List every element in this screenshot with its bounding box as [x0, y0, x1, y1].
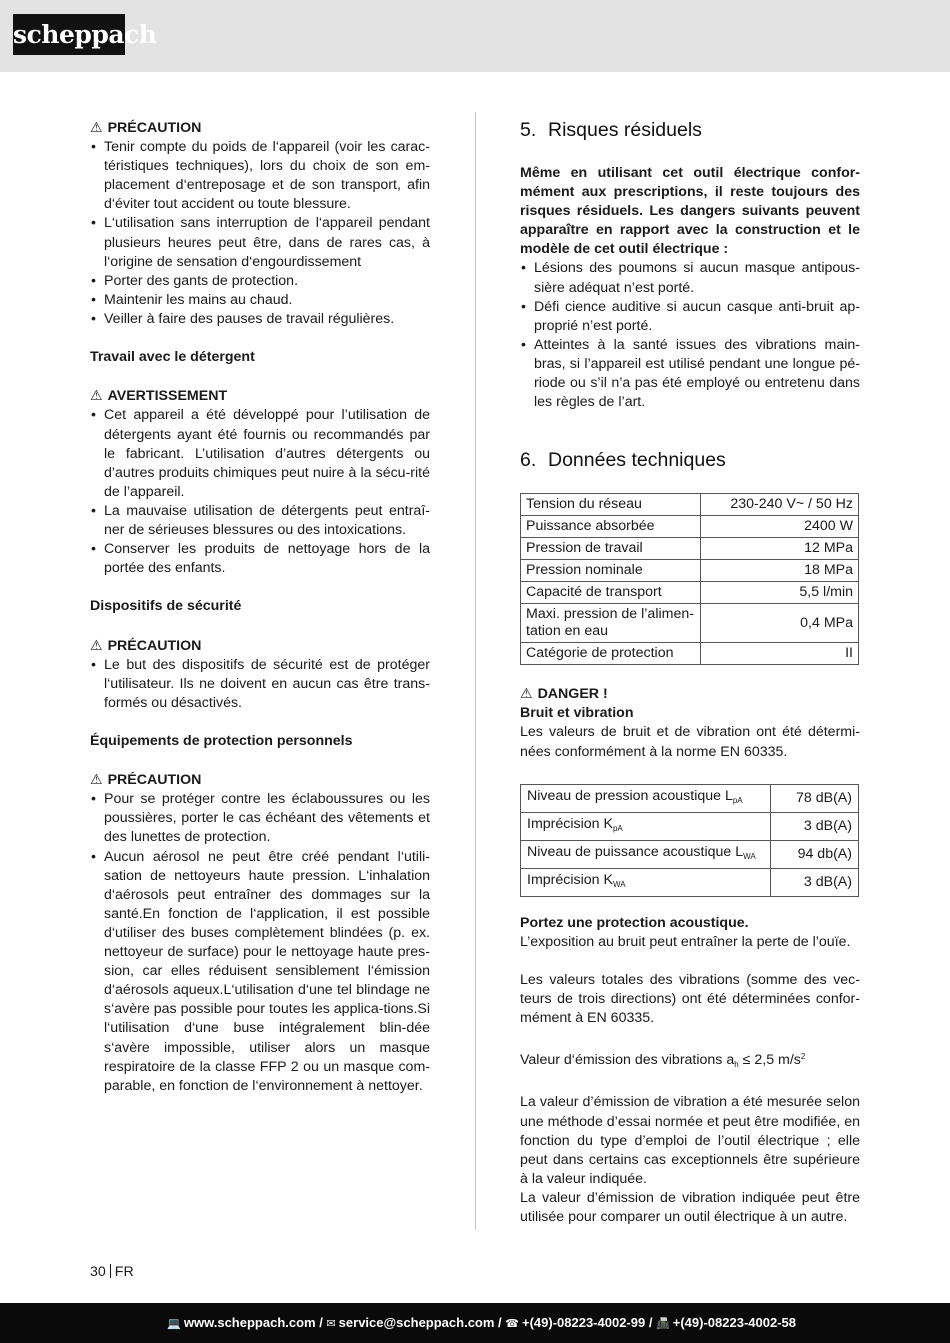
right-column	[520, 118, 860, 1227]
fax-icon: 📠	[656, 1318, 670, 1330]
list-item: • Maintenir les mains au chaud.	[90, 291, 430, 310]
table-cell: 0,4 MPa	[701, 604, 859, 643]
table-cell: 5,5 l/min	[701, 582, 859, 604]
paragraph: Les valeurs de bruit et de vibration ont été détermi-nées conformément à la norme EN 60335.	[520, 724, 860, 760]
subsection-title: Portez une protection acoustique.	[520, 914, 749, 931]
table-cell: 3 dB(A)	[771, 812, 859, 840]
table-cell: Maxi. pression de l’alimen-tation en eau	[521, 604, 701, 643]
list-item: • Conserver les produits de nettoyage hors de la portée des enfants.	[90, 540, 430, 578]
footer-email[interactable]: service@scheppach.com /	[338, 1315, 502, 1330]
precaution-title: PRÉCAUTION	[107, 772, 202, 789]
warning-title: AVERTISSEMENT	[107, 388, 228, 405]
cell-label: Imprécision K	[527, 815, 613, 832]
subsection-title: Dispositifs de sécurité	[90, 598, 242, 615]
table-cell: Capacité de transport	[521, 582, 701, 604]
section-title: Données techniques	[548, 449, 726, 472]
footer-website[interactable]: www.scheppach.com /	[183, 1315, 323, 1330]
table-cell: 230-240 V~ / 50 Hz	[701, 494, 859, 516]
bullet-list	[90, 138, 430, 329]
cell-subscript: WA	[743, 851, 756, 861]
page-number-value: 30	[90, 1264, 106, 1280]
subsection-title: Travail avec le détergent	[90, 349, 255, 366]
list-item: • Le but des dispositifs de sécurité est de protéger l‘utilisateur. Ils ne doivent en aucun cas être trans-formés ou désactivés.	[90, 656, 430, 713]
precaution-heading	[90, 118, 430, 138]
section-number: 6.	[520, 449, 537, 472]
paragraph: La valeur d’émission de vibration indiquée peut être utilisée pour comparer un outil électrique à un autre.	[520, 1189, 860, 1225]
table-cell: Catégorie de protection	[521, 643, 701, 665]
vibration-label: Valeur d‘émission des vibrations a	[520, 1052, 735, 1069]
bullet-list	[90, 790, 430, 1096]
precaution-title: PRÉCAUTION	[107, 637, 202, 654]
section-heading	[520, 448, 860, 472]
bullet-list	[90, 406, 430, 578]
list-item: • Veiller à faire des pauses de travail régulières.	[90, 310, 430, 329]
section-number: 5.	[520, 119, 537, 141]
page-language: FR	[114, 1264, 134, 1280]
cell-subscript: pA	[612, 823, 623, 833]
table-row	[521, 494, 859, 516]
table-cell: 18 MPa	[701, 560, 859, 582]
danger-title: DANGER !	[537, 686, 608, 703]
precaution-title: PRÉCAUTION	[107, 120, 202, 136]
table-cell: Pression nominale	[521, 560, 701, 582]
page-number	[90, 1264, 134, 1280]
vibration-subscript: h	[734, 1060, 739, 1070]
list-item: • Porter des gants de protection.	[90, 272, 430, 291]
table-cell: Tension du réseau	[521, 494, 701, 516]
paragraph: Les valeurs totales des vibrations (somme des vec-teurs de trois directions) ont été déterminées confor-mément à EN 60335.	[520, 971, 860, 1027]
list-item: • Cet appareil a été développé pour l’utilisation de détergents ayant été fournis ou recommandés par le fabricant. L’utilisation d’autres détergents ou d’autres produits chimiques peut nuire à la sécu-rité de l’appareil.	[90, 406, 430, 501]
list-item: • Aucun aérosol ne peut être créé pendant l‘utili-sation de nettoyeurs haute pression. L‘inhalation d‘aérosols peut entraîner des dommages sur la santé.En fonction de l‘application, il est possible d‘utiliser des buses complètement blindées (p. ex. nettoyeur de surface) pour le nettoyage haute pres-sion, car elles réduisent sensiblement l‘émission d‘aérosols aqueux.L‘utilisation d‘une tel blindage ne s‘avère pas possible pour toutes les applica-tions.Si l‘utilisation d‘une buse intégralement blin-dée s‘avère impossible, utiliser alors un masque respiratoire de la classe FFP 2 ou un masque com-parable, en fonction de l‘environnement à nettoyer.	[90, 848, 430, 1096]
warning-triangle-icon: ⚠	[90, 771, 103, 788]
warning-triangle-icon: ⚠	[520, 685, 533, 702]
section-heading	[520, 118, 860, 142]
precaution-heading	[90, 770, 430, 790]
table-row	[521, 516, 859, 538]
footer-fax: +(49)-08223-4002-58	[672, 1315, 796, 1330]
table-cell	[521, 812, 771, 840]
vibration-superscript: 2	[800, 1052, 806, 1062]
table-row	[521, 538, 859, 560]
footer-bar	[0, 1303, 950, 1343]
section-title: Risques résiduels	[548, 119, 702, 141]
left-column	[90, 118, 430, 1096]
list-item: • La mauvaise utilisation de détergents peut entraî-ner de sérieuses blessures ou des intoxications.	[90, 502, 430, 540]
noise-table	[520, 784, 859, 897]
table-cell	[521, 840, 771, 868]
table-cell: 2400 W	[701, 516, 859, 538]
vibration-value	[520, 1047, 860, 1074]
list-item: • Pour se protéger contre les éclaboussures ou les poussières, porter le cas échéant des vêtements et des lunettes de protection.	[90, 790, 430, 847]
vibration-amount: ≤ 2,5 m/s	[738, 1052, 801, 1069]
table-row	[521, 582, 859, 604]
list-item: • Atteintes à la santé issues des vibrations main-bras, si l’appareil est utilisé pendant une longue pé-riode ou s’il n’a pas été employé ou entretenu dans les règles de l’art.	[520, 336, 860, 412]
table-cell: 12 MPa	[701, 538, 859, 560]
subsection-title: Bruit et vibration	[520, 705, 634, 722]
cell-label: Niveau de puissance acoustique L	[527, 843, 744, 860]
precaution-heading	[90, 636, 430, 656]
table-cell	[521, 784, 771, 812]
footer-phone: +(49)-08223-4002-99 /	[521, 1315, 653, 1330]
warning-heading	[90, 386, 430, 406]
list-item: • Lésions des poumons si aucun masque antipous-sière adéquat n’est porté.	[520, 259, 860, 297]
technical-data-table	[520, 493, 859, 665]
warning-triangle-icon: ⚠	[90, 387, 103, 404]
computer-icon: 💻	[167, 1318, 181, 1330]
table-row	[521, 643, 859, 665]
table-cell: 94 db(A)	[771, 840, 859, 868]
list-item: • L‘utilisation sans interruption de l‘appareil pendant plusieurs heures peut être, dans de rares cas, à l‘origine de sensation d‘engourdissement	[90, 214, 430, 271]
bullet-list	[90, 656, 430, 713]
table-cell: Puissance absorbée	[521, 516, 701, 538]
warning-triangle-icon: ⚠	[90, 119, 103, 135]
cell-label: Niveau de pression acoustique L	[527, 787, 733, 804]
table-cell	[521, 868, 771, 896]
table-cell: 3 dB(A)	[771, 868, 859, 896]
subsection-title: Équipements de protection personnels	[90, 733, 353, 749]
paragraph: La valeur d’émission de vibration a été mesurée selon une méthode d’essai normée et peut être modifiée, en fonction du type d’emploi de l’outil électrique ; elle peut dans certains cas exceptionnels être supérieure à la valeur indiquée.	[520, 1094, 860, 1187]
email-icon: ✉	[326, 1318, 336, 1330]
brand-logo: scheppach	[13, 14, 125, 55]
table-row	[521, 840, 859, 868]
list-item: • Tenir compte du poids de l‘appareil (voir les carac-téristiques techniques), lors du choix de son em-placement d‘entreposage et de son transport, afin d‘éviter tout accident ou toute blessure.	[90, 138, 430, 214]
cell-subscript: WA	[612, 879, 626, 889]
table-row	[521, 868, 859, 896]
paragraph: L’exposition au bruit peut entraîner la perte de l’ouïe.	[520, 933, 851, 950]
phone-icon: ☎	[505, 1318, 519, 1330]
column-divider	[475, 112, 476, 1230]
header-bar	[0, 0, 950, 72]
danger-heading	[520, 684, 860, 704]
list-item: • Défi cience auditive si aucun casque anti-bruit ap-proprié n’est porté.	[520, 298, 860, 336]
section-intro: Même en utilisant cet outil électrique confor-mément aux prescriptions, il reste toujours des risques résiduels. Les dangers suivants peuvent apparaître en rapport avec la construction et le modèle de cet outil électrique :	[520, 165, 860, 258]
table-cell: Pression de travail	[521, 538, 701, 560]
table-row	[521, 784, 859, 812]
warning-triangle-icon: ⚠	[90, 636, 103, 653]
bullet-list	[520, 259, 860, 412]
table-row	[521, 604, 859, 643]
cell-label: Imprécision K	[527, 871, 613, 888]
cell-subscript: pA	[732, 795, 743, 805]
table-cell: II	[701, 643, 859, 665]
table-row	[521, 812, 859, 840]
table-cell: 78 dB(A)	[771, 784, 859, 812]
table-row	[521, 560, 859, 582]
